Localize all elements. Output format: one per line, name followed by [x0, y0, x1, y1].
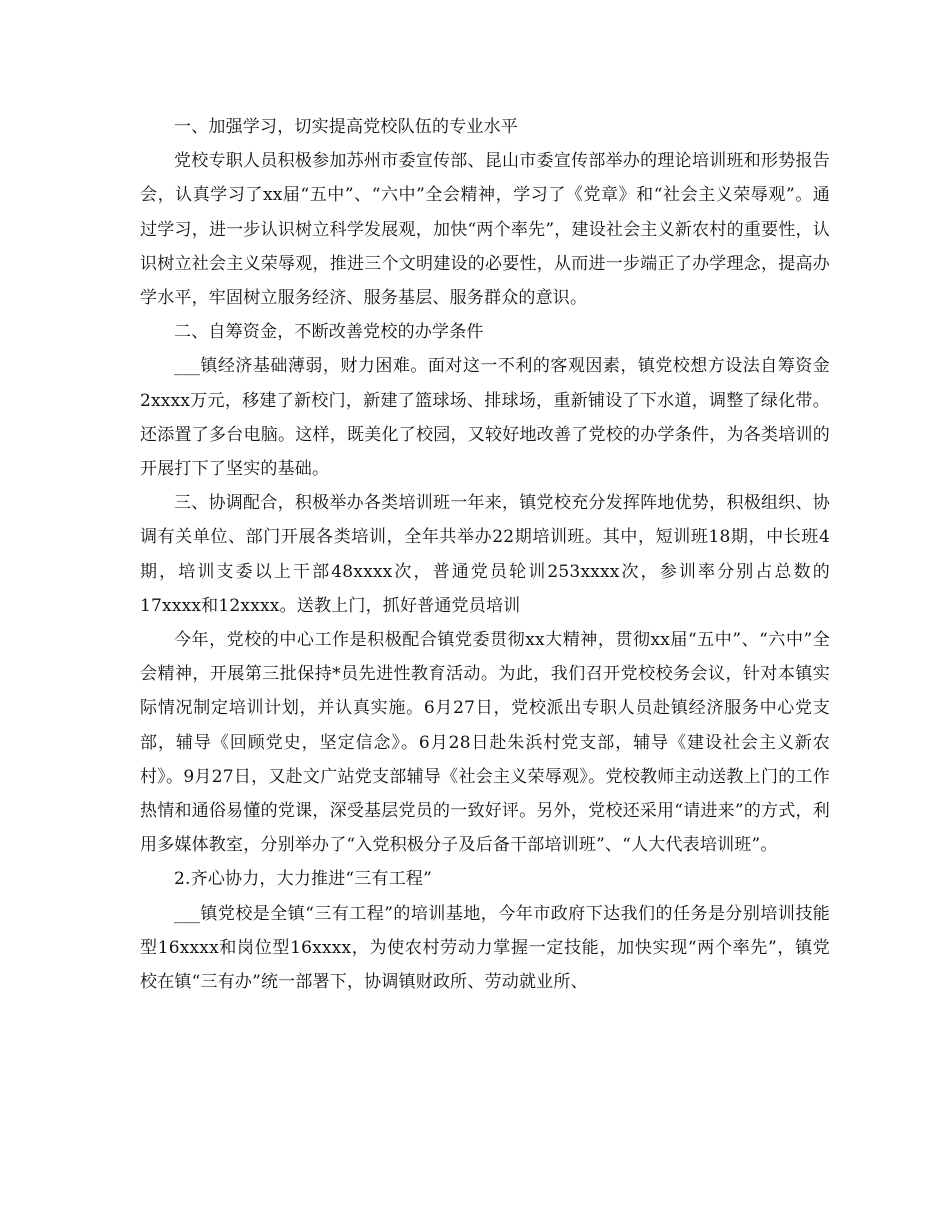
paragraph-study: 党校专职人员积极参加苏州市委宣传部、昆山市委宣传部举办的理论培训班和形势报告会，认真学习了xx届“五中”、“六中”全会精神，学习了《党章》和“社会主义荣辱观”。通过学习，进一步认识树立科学发展观，加快“两个率先”，建设社会主义新农村的重要性，认识树立社会主义荣辱观，推进三个文明建设的必要性，从而进一步端正了办学理念，提高办学水平，牢固树立服务经济、服务基层、服务群众的意识。 [140, 151, 830, 309]
subheading-three-have-project: 2.齐心协力，大力推进“三有工程” [174, 869, 433, 890]
section-heading-2: 二、自筹资金，不断改善党校的办学条件 [174, 322, 484, 343]
paragraph-training-classes: 三、协调配合，积极举办各类培训班一年来，镇党校充分发挥阵地优势，积极组织、协调有关单位、部门开展各类培训，全年共举办22期培训班。其中，短训班18期，中长班4期，培训支委以上干部48xxxx次，普通党员轮训253xxxx次，参训率分别占总数的17xxxx和12xxxx。送教上门，抓好普通党员培训 [140, 493, 830, 616]
paragraph-funding: ___镇经济基础薄弱，财力困难。面对这一不利的客观因素，镇党校想方设法自筹资金2xxxx万元，移建了新校门，新建了篮球场、排球场，重新铺设了下水道，调整了绿化带。还添置了多台电脑。这样，既美化了校园，又较好地改善了党校的办学条件，为各类培训的开展打下了坚实的基础。 [140, 356, 830, 480]
section-heading-1: 一、加强学习，切实提高党校队伍的专业水平 [174, 117, 518, 137]
document-body [140, 110, 830, 999]
paragraph-this-year: 今年，党校的中心工作是积极配合镇党委贯彻xx大精神，贯彻xx届“五中”、“六中”全会精神，开展第三批保持*员先进性教育活动。为此，我们召开党校校务会议，针对本镇实际情况制定培训计划，并认真实施。6月27日，党校派出专职人员赴镇经济服务中心党支部，辅导《回顾党史，坚定信念》。6月28日赴朱浜村党支部，辅导《建设社会主义新农村》。9月27日，又赴文广站党支部辅导《社会主义荣辱观》。党校教师主动送教上门的工作热情和通俗易懂的党课，深受基层党员的一致好评。另外，党校还采用“请进来”的方式，利用多媒体教室，分别举办了“入党积极分子及后备干部培训班”、“人大代表培训班”。 [140, 630, 830, 856]
paragraph-training-base: ___镇党校是全镇“三有工程”的培训基地，今年市政府下达我们的任务是分别培训技能型16xxxx和岗位型16xxxx，为使农村劳动力掌握一定技能，加快实现“两个率先”，镇党校在镇“三有办”统一部署下，协调镇财政所、劳动就业所、 [140, 903, 830, 993]
